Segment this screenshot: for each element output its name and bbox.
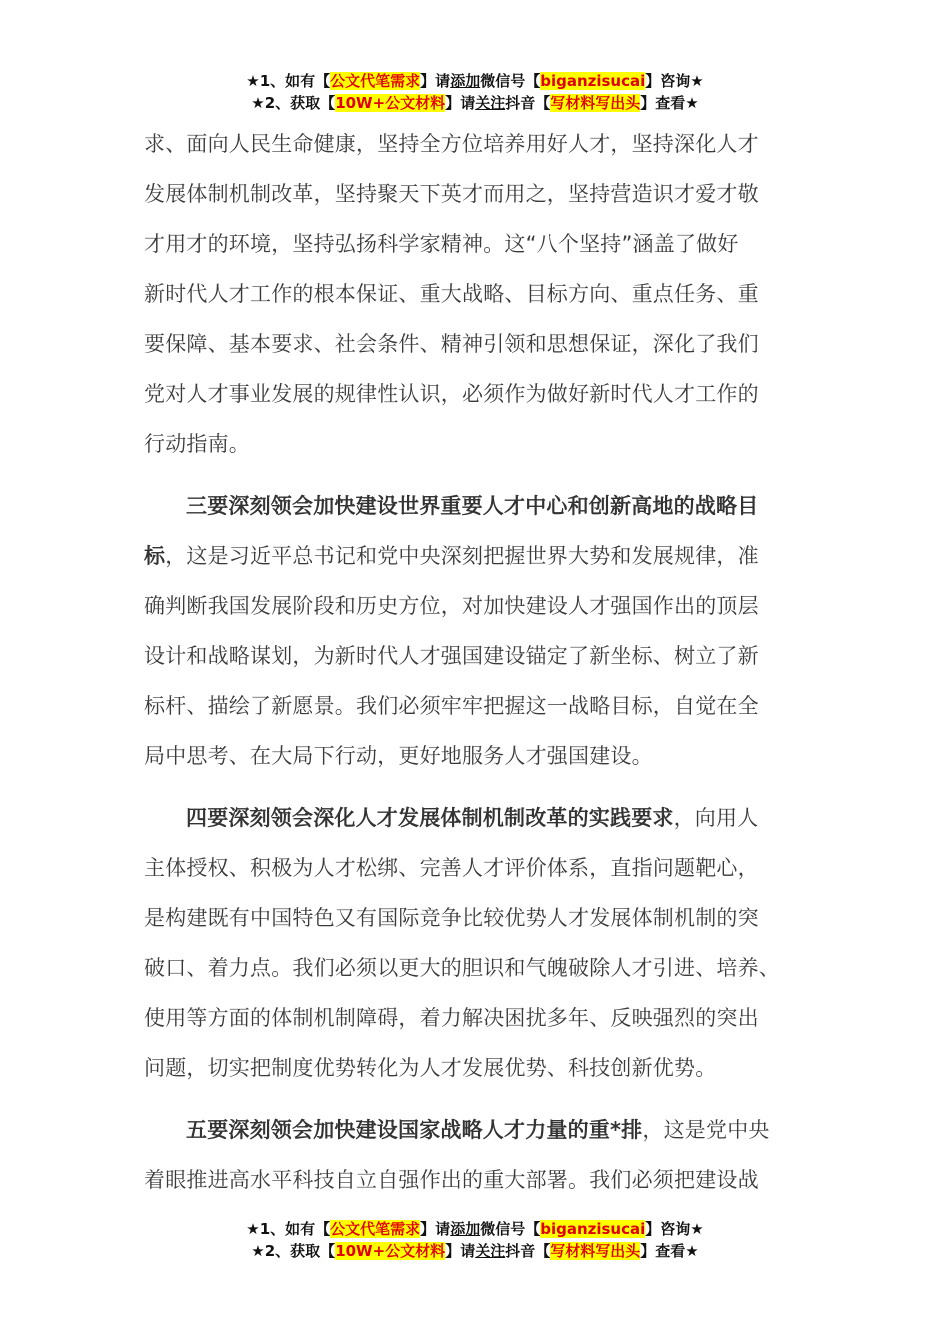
- highlight-materials: 10W+公文材料: [335, 1242, 446, 1260]
- highlight-writing-service: 公文代笔需求: [330, 1220, 421, 1238]
- text-line: 是构建既有中国特色又有国际竞争比较优势人才发展体制机制的突: [144, 906, 759, 930]
- paragraph-four-reform: [144, 793, 824, 1093]
- text-line: 破口、着力点。我们必须以更大的胆识和气魄破除人才引进、培养、: [144, 956, 780, 980]
- text-line: 着眼推进高水平科技自立自强作出的重大部署。我们必须把建设战: [144, 1168, 759, 1192]
- text-line: 问题，切实把制度优势转化为人才发展优势、科技创新优势。: [144, 1056, 717, 1080]
- highlight-materials: 10W+公文材料: [335, 94, 446, 112]
- text-line: 发展体制机制改革，坚持聚天下英才而用之，坚持营造识才爱才敬: [144, 182, 759, 206]
- text-line: 行动指南。: [144, 432, 250, 456]
- highlight-douyin-account: 写材料写出头: [550, 1242, 641, 1260]
- text-line: 使用等方面的体制机制障碍，着力解决困扰多年、反映强烈的突出: [144, 1006, 759, 1030]
- paragraph-heading: 三要深刻领会加快建设世界重要人才中心和创新高地的战略目: [186, 494, 759, 518]
- highlight-douyin-account: 写材料写出头: [550, 94, 641, 112]
- text-line: 求、面向人民生命健康，坚持全方位培养用好人才，坚持深化人才: [144, 132, 759, 156]
- banner-line-2: ★2、获取【10W+公文材料】请关注抖音【写材料写出头】查看★: [251, 1242, 699, 1260]
- text-line: 四要深刻领会深化人才发展体制机制改革的实践要求，向用人: [186, 806, 759, 830]
- paragraph-heading: 四要深刻领会深化人才发展体制机制改革的实践要求: [186, 806, 674, 830]
- banner-line-1: ★1、如有【公文代笔需求】请添加微信号【biganzisucai】咨询★: [246, 72, 704, 90]
- text-line: 主体授权、积极为人才松绑、完善人才评价体系，直指问题靶心，: [144, 856, 759, 880]
- highlight-wechat-id: biganzisucai: [540, 72, 646, 90]
- highlight-wechat-id: biganzisucai: [540, 1220, 646, 1238]
- paragraph-heading: 五要深刻领会加快建设国家战略人才力量的重*排: [186, 1118, 643, 1142]
- text-line: 党对人才事业发展的规律性认识，必须作为做好新时代人才工作的: [144, 382, 759, 406]
- text-line: 标杆、描绘了新愿景。我们必须牢牢把握这一战略目标，自觉在全: [144, 694, 759, 718]
- highlight-writing-service: 公文代笔需求: [330, 72, 421, 90]
- paragraph-heading-end: 标: [144, 544, 166, 568]
- paragraph-three-strategic-goal: [144, 481, 824, 781]
- banner-line-1: ★1、如有【公文代笔需求】请添加微信号【biganzisucai】咨询★: [246, 1220, 704, 1238]
- text-line: [144, 481, 824, 531]
- text-line: 要保障、基本要求、社会条件、精神引领和思想保证，深化了我们: [144, 332, 759, 356]
- document-body: [144, 119, 824, 1205]
- paragraph-five-strategic-force: [144, 1105, 824, 1205]
- text-line: 新时代人才工作的根本保证、重大战略、目标方向、重点任务、重: [144, 282, 759, 306]
- text-line: 局中思考、在大局下行动，更好地服务人才强国建设。: [144, 744, 653, 768]
- text-line: 标，这是习近平总书记和党中央深刻把握世界大势和发展规律，准: [144, 544, 759, 568]
- text-line: 确判断我国发展阶段和历史方位，对加快建设人才强国作出的顶层: [144, 594, 759, 618]
- paragraph-eight-persistences: [144, 119, 824, 469]
- text-line: 五要深刻领会加快建设国家战略人才力量的重*排，这是党中央: [186, 1118, 770, 1142]
- header-banner: [0, 70, 950, 114]
- text-line: 设计和战略谋划，为新时代人才强国建设锚定了新坐标、树立了新: [144, 644, 759, 668]
- banner-line-2: ★2、获取【10W+公文材料】请关注抖音【写材料写出头】查看★: [251, 94, 699, 112]
- text-line: 才用才的环境，坚持弘扬科学家精神。这“八个坚持”涵盖了做好: [144, 232, 739, 256]
- footer-banner: [0, 1218, 950, 1262]
